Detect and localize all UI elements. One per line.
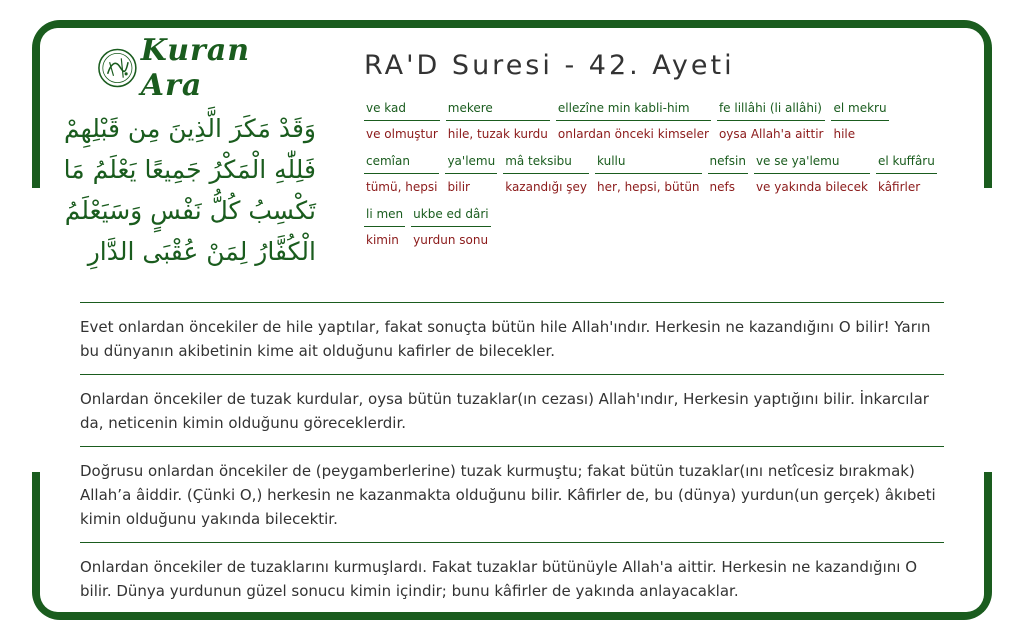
translation-item: Evet onlardan öncekiler de hile yaptılar, fakat sonuçta bütün hile Allah'ındır. Herkesin ne kazandığını O bilir! Yarın bu dünyanın akibetinin kime ait olduğunu kafirler de bilecekler. bbox=[80, 302, 944, 374]
word-meaning: her, hepsi, bütün bbox=[597, 180, 700, 194]
translation-list bbox=[80, 302, 944, 614]
word-meaning: hile bbox=[833, 127, 856, 141]
word-transliteration: cemîan bbox=[364, 154, 439, 174]
word-meaning: kâfirler bbox=[877, 180, 921, 194]
word-transliteration: ellezîne min kabli-him bbox=[556, 101, 711, 121]
word-item[interactable] bbox=[364, 101, 440, 141]
word-transliteration: mâ teksibu bbox=[503, 154, 589, 174]
word-item[interactable] bbox=[831, 101, 888, 141]
word-meaning: oysa Allah'a aittir bbox=[718, 127, 824, 141]
translation-item: Doğrusu onlardan öncekiler de (peygamberlerine) tuzak kurmuştu; fakat bütün tuzaklar(ını netîcesiz bırakmak) Allah’a âiddir. (Çünki O,) herkesin ne kazanmakta olduğunu bilir. Kâfirler de, bu (dünya) yurdun(un gerçek) âkıbeti kimin olduğunu yakında bilecektir. bbox=[80, 446, 944, 542]
word-meaning: yurdun sonu bbox=[413, 233, 489, 247]
word-transliteration: el mekru bbox=[831, 101, 888, 121]
word-item[interactable] bbox=[411, 207, 490, 247]
word-meaning: nefs bbox=[709, 180, 735, 194]
word-by-word-list bbox=[364, 101, 944, 260]
word-item[interactable] bbox=[364, 207, 405, 247]
word-meaning: bilir bbox=[447, 180, 470, 194]
site-logo[interactable] bbox=[96, 33, 318, 103]
word-transliteration: mekere bbox=[446, 101, 550, 121]
arabic-verse: وَقَدْ مَكَرَ الَّذِينَ مِن قَبْلِهِمْ فَلِلّٰهِ الْمَكْرُ جَمِيعًا يَعْلَمُ مَا تَكْسِبُ كُلُّ نَفْسٍ وَسَيَعْلَمُ الْكُفَّارُ لِمَنْ عُقْبَى الدَّارِ bbox=[63, 114, 316, 266]
word-meaning: kimin bbox=[366, 233, 399, 247]
word-meaning: tümü, hepsi bbox=[366, 180, 438, 194]
word-item[interactable] bbox=[446, 101, 550, 141]
word-item[interactable] bbox=[708, 154, 748, 194]
word-meaning: hile, tuzak kurdu bbox=[447, 127, 548, 141]
word-item[interactable] bbox=[556, 101, 711, 141]
word-meaning: ve yakında bilecek bbox=[755, 180, 868, 194]
logo-text: Kuran Ara bbox=[140, 33, 251, 103]
word-transliteration: kullu bbox=[595, 154, 702, 174]
translation-item: Onlardan öncekiler de tuzaklarını kurmuşlardı. Fakat tuzaklar bütünüyle Allah'a aittir. Herkesin ne kazandığını O bilir. Dünya yurdunun güzel sonucu kimin içindir; bunu kâfirler de yakında anlayacaklar. bbox=[80, 542, 944, 614]
translation-item: Onlardan öncekiler de tuzak kurdular, oysa bütün tuzaklar(ın cezası) Allah'ındır, Herkesin yaptığını bilir. İnkarcılar da, neticenin kimin olduğunu göreceklerdir. bbox=[80, 374, 944, 446]
word-transliteration: el kuffâru bbox=[876, 154, 937, 174]
word-item[interactable] bbox=[754, 154, 870, 194]
word-item[interactable] bbox=[876, 154, 937, 194]
word-item[interactable] bbox=[595, 154, 702, 194]
word-meaning: kazandığı şey bbox=[505, 180, 588, 194]
word-transliteration: ve kad bbox=[364, 101, 440, 121]
word-transliteration: ve se ya'lemu bbox=[754, 154, 870, 174]
word-meaning: ve olmuştur bbox=[366, 127, 438, 141]
word-transliteration: li men bbox=[364, 207, 405, 227]
word-meaning: onlardan önceki kimseler bbox=[557, 127, 709, 141]
word-transliteration: fe lillâhi (li allâhi) bbox=[717, 101, 826, 121]
word-transliteration: ya'lemu bbox=[445, 154, 497, 174]
word-item[interactable] bbox=[364, 154, 439, 194]
word-item[interactable] bbox=[445, 154, 497, 194]
word-item[interactable] bbox=[717, 101, 826, 141]
quran-emblem-icon bbox=[96, 46, 139, 90]
page-title: RA'D Suresi - 42. Ayeti bbox=[364, 50, 735, 81]
word-transliteration: nefsin bbox=[708, 154, 748, 174]
word-transliteration: ukbe ed dâri bbox=[411, 207, 490, 227]
word-item[interactable] bbox=[503, 154, 589, 194]
